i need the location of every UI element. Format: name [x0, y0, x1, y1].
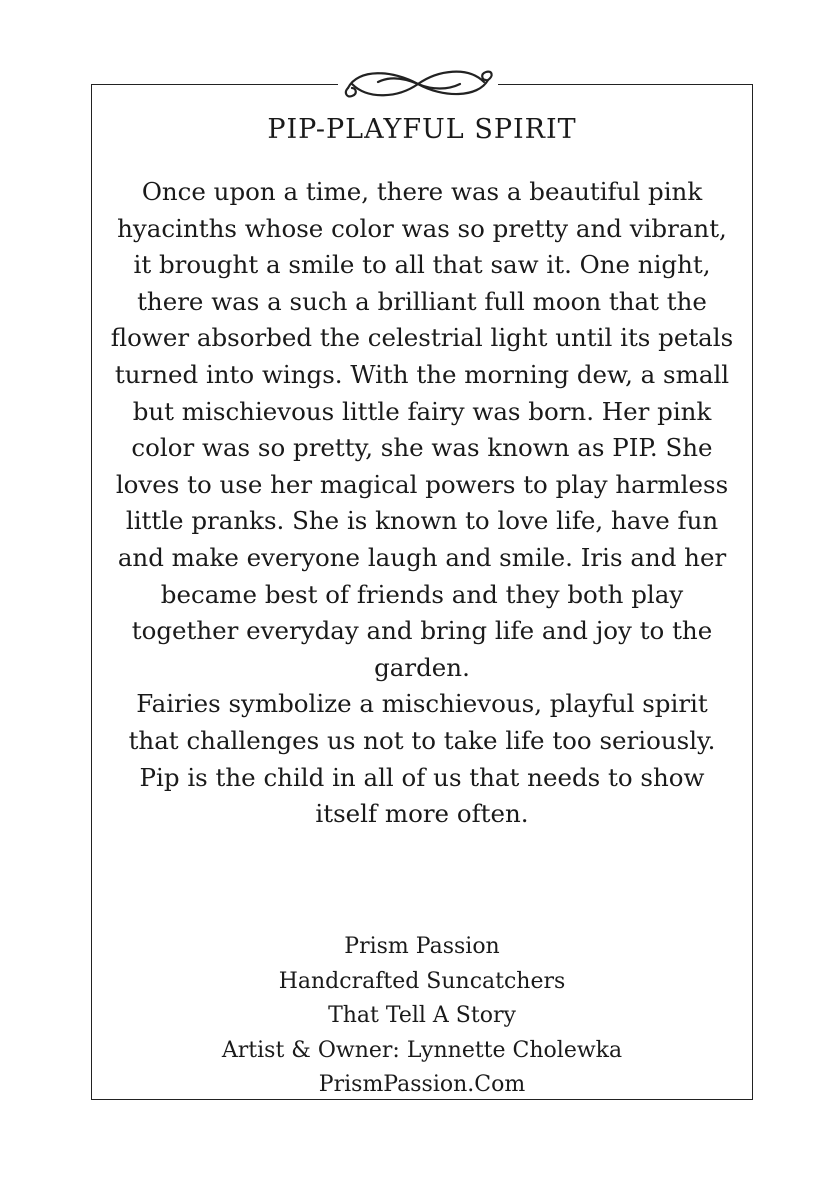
website-text: PrismPassion.Com: [318, 1072, 526, 1097]
footer-credits: [91, 930, 753, 1103]
tagline-line-1: Handcrafted Suncatchers: [278, 968, 566, 994]
story-text: [108, 174, 736, 833]
brand-name: Prism Passion: [344, 934, 500, 959]
scroll-flourish-icon: [338, 58, 498, 108]
tagline-line-2: That Tell A Story: [328, 1003, 516, 1028]
artist-credit: Artist & Owner: Lynnette Cholewka: [221, 1037, 623, 1063]
story-paragraph-1: Once upon a time, there was a beautiful pink hyacinths whose color was so pretty and vibrant, it brought a smile to all that saw it. One night, there was a such a brilliant full moon that the flower absorbed the celestrial light until its petals turned into wings. With the morning dew, a small but mischievous little fairy was born. Her pink color was so pretty, she was known as PIP. She loves to use her magical powers to play harmless little pranks. She is known to love life, have fun and make everyone laugh and smile. Iris and her became best of friends and they both play together everyday and bring life and joy to the garden.: [110, 177, 734, 682]
story-paragraph-2: Fairies symbolize a mischievous, playful spirit that challenges us not to take life too seriously. Pip is the child in all of us that needs to show itself more often.: [128, 689, 716, 829]
page-title: PIP-PLAYFUL SPIRIT: [267, 114, 577, 145]
